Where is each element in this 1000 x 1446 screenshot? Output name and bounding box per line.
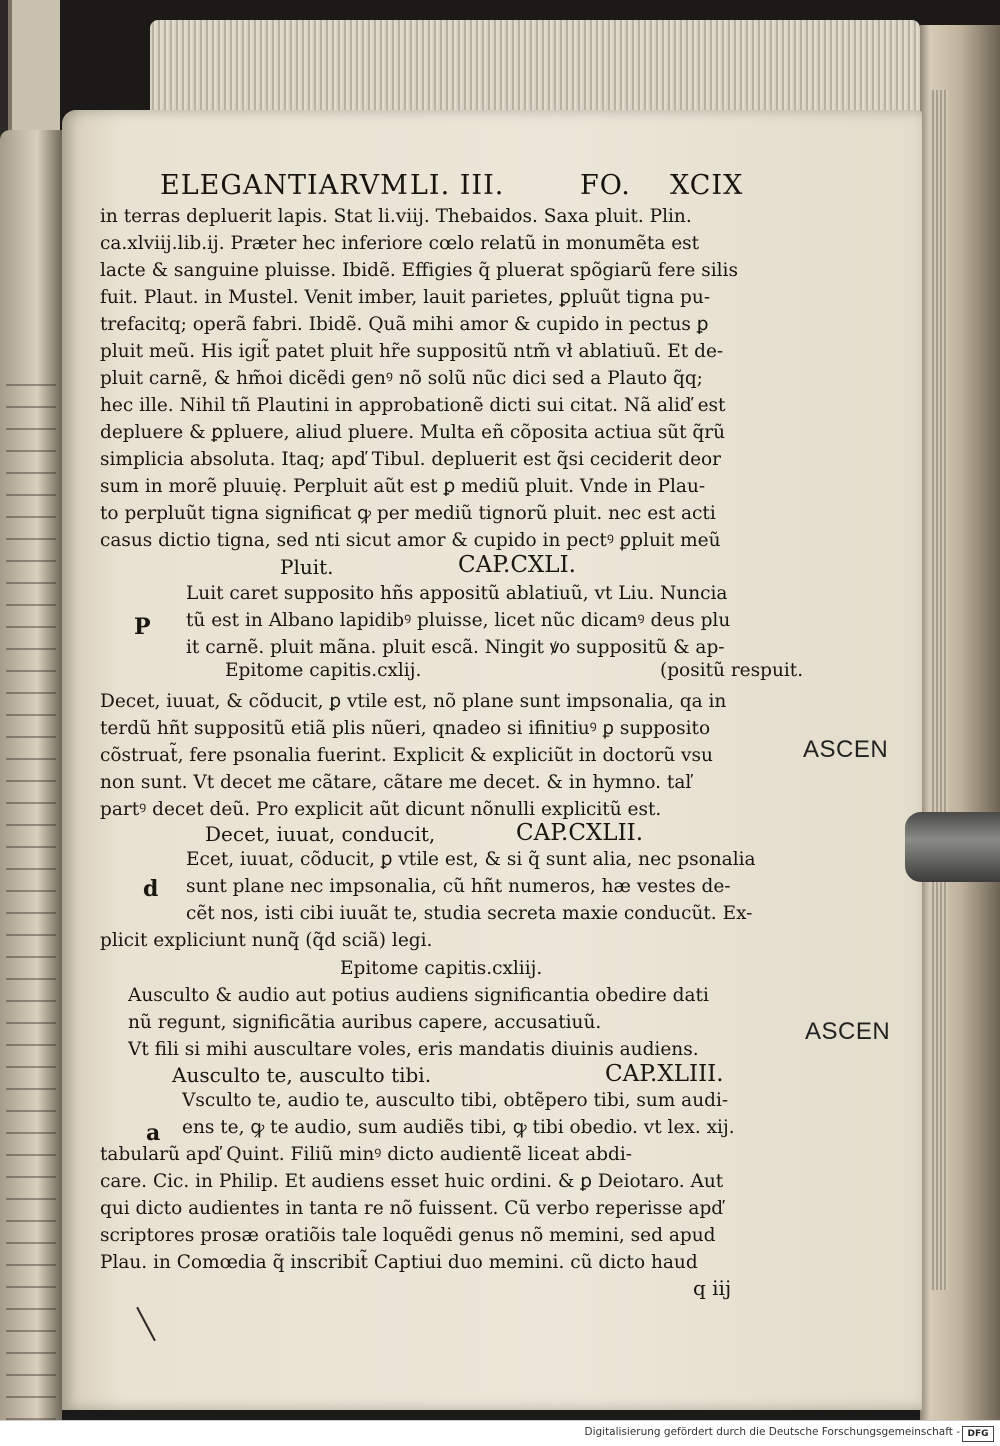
text-line: plicit expliciunt nunq̃ (q̃d sciã) legi. [100,930,433,951]
text-line: casus dictio tigna, sed nti sicut amor & cupido in pectꝰ ꝑpluit meũ [100,530,721,551]
text-line: it carnẽ. pluit mãna. pluit escã. Ningit ꝟo suppositũ & ap- [186,637,725,658]
text-line: cõstruat̃, fere psonalia fuerint. Explicit & expliciũt in doctorũ vsu [100,745,713,766]
text-line: pluit meũ. His igit̃ patet pluit hr̃e suppositũ ntm̃ vł ablatiuũ. Et de- [100,341,724,362]
text-line: qui dicto audientes in tanta re nõ fuissent. Cũ verbo reperisse apď [100,1198,724,1219]
metal-clasp [905,812,1000,882]
running-head-title: ELEGANTIARVM [160,170,409,201]
text-line: terdũ hñt suppositũ etiã plis nũeri, qnadeo si ifinitiuꝰ ꝑ supposito [100,718,711,739]
text-line: nũ regunt, significãtia auribus capere, accusatiuũ. [128,1012,602,1033]
chapter-number: CAP.XLIII. [605,1061,724,1087]
marginal-note: ASCEN [805,1018,891,1045]
chapter-142-body [186,846,886,927]
text-line: sum in morẽ pluuię. Perpluit aũt est ꝑ mediũ pluit. Vnde in Plau- [100,476,706,497]
epitome-heading: Epitome capitis.cxlij. [225,660,422,681]
text-line: sunt plane nec impsonalia, cũ hñt numeros, hæ vestes de- [186,876,731,897]
text-line: simplicia absoluta. Itaq; apď Tibul. depluerit est q̃si ceciderit deor [100,449,721,470]
chapter-heading: Decet, iuuat, conducit, [205,822,436,846]
text-line: pluit carnẽ, & hm̃oi dicẽdi genꝰ nõ solũ nũc dici sed a Plauto q̃q; [100,368,703,389]
initial-letter: a [146,1120,161,1146]
text-line: scriptores prosæ oratiõis tale loquẽdi genus nõ memini, sed apud [100,1225,716,1246]
text-line: tũ est in Albano lapidibꝰ pluisse, licet nũc dicamꝰ deus plu [186,610,731,631]
text-line: depluere & ꝑpluere, aliud pluere. Multa eñ cõposita actiua sũt q̃rũ [100,422,726,443]
text-line: partꝰ decet deũ. Pro explicit aũt dicunt nõnulli explicitũ est. [100,799,662,820]
text-line: Ecet, iuuat, cõducit, ꝑ vtile est, & si q̃ sunt alia, nec psonalia [186,849,756,870]
text-line: in terras depluerit lapis. Stat li.viij. Thebaidos. Saxa pluit. Plin. [100,206,692,227]
text-line: non sunt. Vt decet me cãtare, cãtare me decet. & in hymno. taľ [100,772,692,793]
folio-number: XCIX [670,170,744,201]
text-line: Luit caret supposito hñs appositũ ablatiuũ, vt Liu. Nuncia [186,583,728,604]
text-line: trefacitq; operã fabri. Ibidẽ. Quã mihi amor & cupido in pectus ꝑ [100,314,709,335]
dfg-logo: DFG [962,1426,994,1442]
text-line: to perpluũt tigna significat ꝙ per mediũ tignorũ pluit. nec est acti [100,503,716,524]
footer-bar [0,1420,1000,1446]
chapter-heading: Ausculto te, ausculto tibi. [172,1063,432,1087]
chapter-number: CAP.CXLII. [516,820,644,846]
text-line: cẽt nos, isti cibi iuuãt te, studia secreta maxie conducũt. Ex- [186,903,753,924]
chapter-141-body [186,580,886,661]
text-line: Plau. in Comœdia q̃ inscribit̃ Captiui duo memini. cũ dicto haud [100,1252,698,1273]
folio-label: FO. [580,170,631,201]
page-body [100,203,800,554]
top-page-edges [150,20,920,115]
text-line: ca.xlviij.lib.ij. Præter hec inferiore cœlo relatũ in monumẽta est [100,233,700,254]
text-line: Decet, iuuat, & cõducit, ꝑ vtile est, nõ plane sunt impsonalia, qa in [100,691,727,712]
text-line: Ausculto & audio aut potius audiens significantia obedire dati [128,985,709,1006]
footer-credit: Digitalisierung gefördert durch die Deutsche Forschungsgemeinschaft - [584,1426,960,1438]
running-head-book: LI. III. [410,170,505,201]
initial-letter: P [134,614,151,640]
page-edges [930,90,948,1290]
chapter-heading: Pluit. [280,555,334,579]
text-line: Vt fili si mihi auscultare voles, eris mandatis diuinis audiens. [128,1039,699,1060]
initial-letter: d [143,876,159,902]
text-line: tabularũ apď Quint. Filiũ minꝰ dicto audientẽ liceat abdi- [100,1144,632,1165]
marginal-note: ASCEN [803,736,889,763]
signature-mark: q iij [693,1276,732,1300]
text-line: care. Cic. in Philip. Et audiens esset huic ordini. & ꝑ Deiotaro. Aut [100,1171,724,1192]
text-line: ens te, ꝙ te audio, sum audiẽs tibi, ꝙ tibi obedio. vt lex. xij. [182,1117,735,1138]
text-line: hec ille. Nihil tñ Plautini in approbationẽ dicti sui citat. Nã aliď est [100,395,726,416]
text-line: fuit. Plaut. in Mustel. Venit imber, lauit parietes, ꝑpluũt tigna pu- [100,287,711,308]
epitome-heading: Epitome capitis.cxliij. [340,958,543,979]
chapter-number: CAP.CXLI. [458,552,576,578]
text-continuation: (positũ respuit. [660,660,804,681]
left-page-fragment [0,130,62,1440]
text-line: Vsculto te, audio te, ausculto tibi, obtẽpero tibi, sum audi- [182,1090,729,1111]
left-page-text-fragment [6,370,56,1440]
chapter-143-body [182,1087,882,1141]
epitome-143-body [128,982,808,1063]
text-line: lacte & sanguine pluisse. Ibidẽ. Effigies q̃ pluerat spõgiarũ fere silis [100,260,738,281]
chapter-143-body-cont [100,1141,800,1276]
chapter-142-body-end [100,927,800,954]
epitome-142-body [100,688,800,823]
